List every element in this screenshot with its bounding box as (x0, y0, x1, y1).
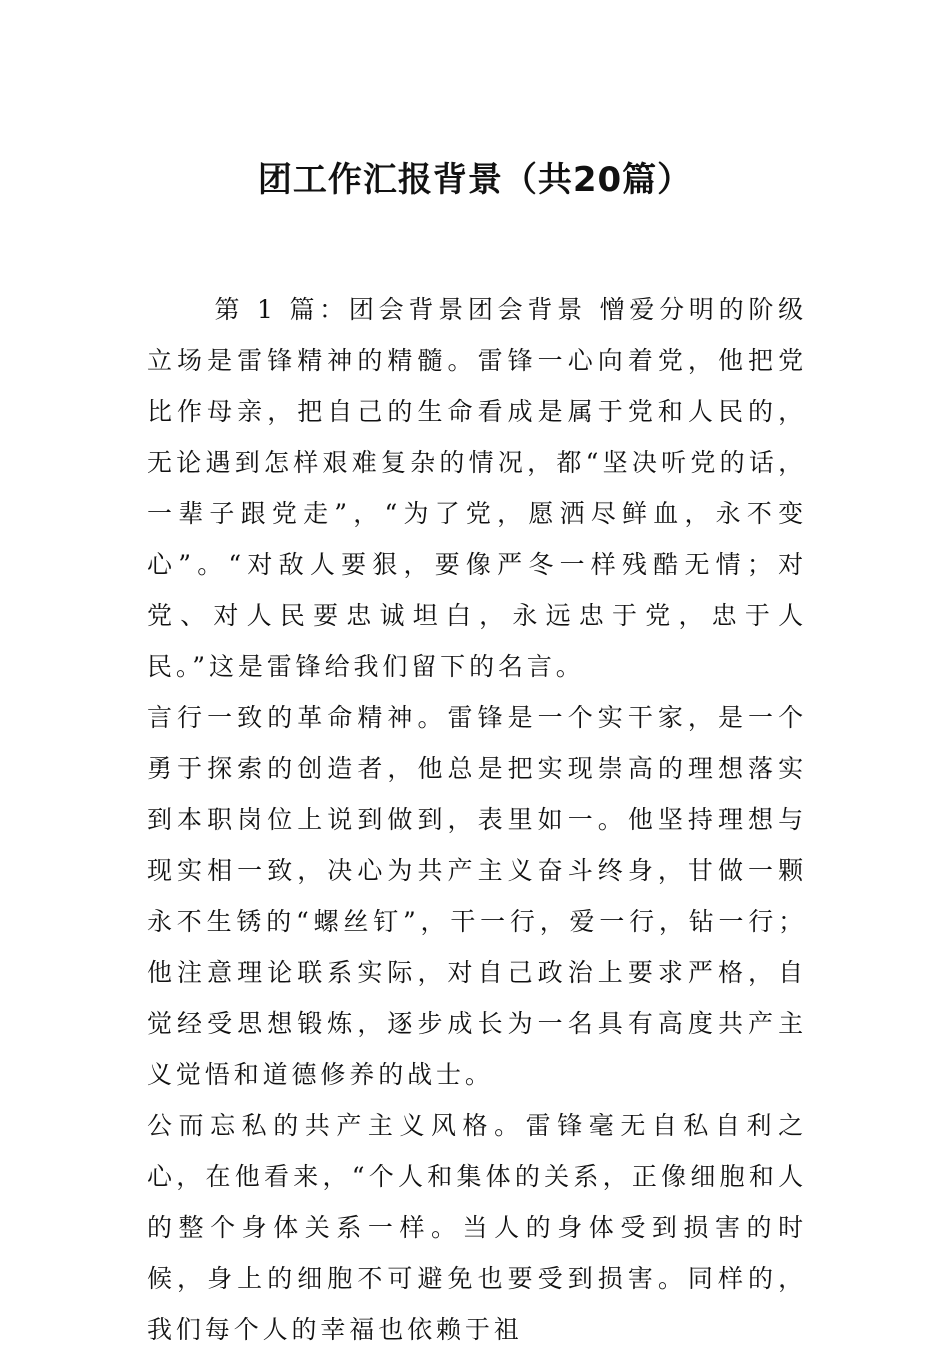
paragraph-3: 公而忘私的共产主义风格。雷锋毫无自私自利之心，在他看来，“个人和集体的关系，正像细胞和人的整个身体关系一样。当人的身体受到损害的时候，身上的细胞不可避免也要受到损害。同样的，我们每个人的幸福也依赖于祖 (147, 1111, 807, 1344)
document-body (147, 284, 807, 1355)
paragraph-2: 言行一致的革命精神。雷锋是一个实干家，是一个勇于探索的创造者，他总是把实现崇高的理想落实到本职岗位上说到做到，表里如一。他坚持理想与现实相一致，决心为共产主义奋斗终身，甘做一颗永不生锈的“螺丝钉”，干一行，爱一行，钻一行；他注意理论联系实际，对自己政治上要求严格，自觉经受思想锻炼，逐步成长为一名具有高度共产主义觉悟和道德修养的战士。 (147, 703, 807, 1089)
document-title: 团工作汇报背景（共20篇） (257, 160, 693, 200)
paragraph-1: 第 1 篇：团会背景团会背景 憎爱分明的阶级立场是雷锋精神的精髓。雷锋一心向着党，他把党比作母亲，把自己的生命看成是属于党和人民的，无论遇到怎样艰难复杂的情况，都“坚决听党的话，一辈子跟党走”，“为了党，愿洒尽鲜血，永不变心”。“对敌人要狠，要像严冬一样残酷无情；对党、对人民要忠诚坦白，永远忠于党，忠于人民。”这是雷锋给我们留下的名言。 (147, 295, 807, 681)
